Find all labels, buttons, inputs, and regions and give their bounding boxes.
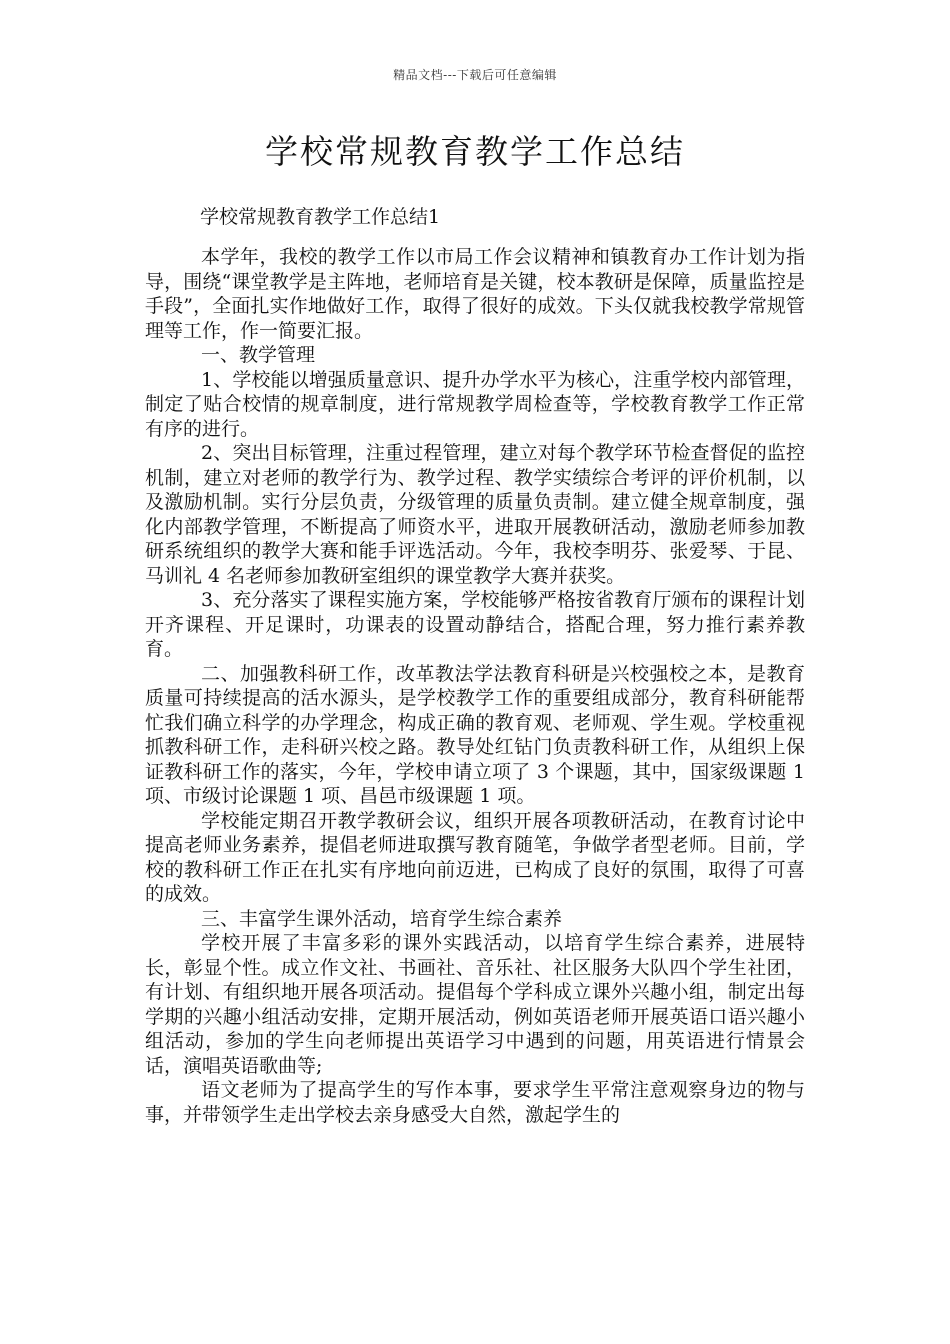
section-heading-teaching-management: 一、教学管理 [201,344,316,366]
document-subtitle: 学校常规教育教学工作总结1 [200,206,441,228]
paragraph-item-3: 3、充分落实了课程实施方案，学校能够严格按省教育厅颁布的课程计划开齐课程、开足课时，功课表的设置动静结合，搭配合理，努力推行素养教育。 [145,589,805,660]
paragraph-intro: 本学年，我校的教学工作以市局工作会议精神和镇教育办工作计划为指导，围绕“课堂教学是主阵地，老师培育是关键，校本教研是保障，质量监控是手段”，全面扎实作地做好工作，取得了很好的成效。下头仅就我校教学常规管理等工作，作一简要汇报。 [145,246,805,342]
paragraph-activities: 学校开展了丰富多彩的课外实践活动，以培育学生综合素养，进展特长，彰显个性。成立作文社、书画社、音乐社、社区服务大队四个学生社团，有计划、有组织地开展各项活动。提倡每个学科成立课外兴趣小组，制定出每学期的兴趣小组活动安排，定期开展活动，例如英语老师开展英语口语兴趣小组活动，参加的学生向老师提出英语学习中遇到的问题，用英语进行情景会话，演唱英语歌曲等; [145,932,805,1077]
paragraph-item-1: 1、学校能以增强质量意识、提升办学水平为核心，注重学校内部管理，制定了贴合校情的规章制度，进行常规教学周检查等，学校教育教学工作正常有序的进行。 [145,368,805,440]
paragraph-chinese-teachers: 语文老师为了提高学生的写作本事，要求学生平常注意观察身边的物与事，并带领学生走出学校去亲身感受大自然，激起学生的 [145,1079,805,1126]
paragraph-research: 二、加强教科研工作，改革教法学法教育科研是兴校强校之本，是教育质量可持续提高的活水源头，是学校教学工作的重要组成部分，教育科研能帮忙我们确立科学的办学理念，构成正确的教育观、老师观、学生观。学校重视抓教科研工作，走科研兴校之路。教导处红钻门负责教科研工作，从组织上保证教科研工作的落实，今年，学校申请立项了 3 个课题，其中，国家级课题 1 项、市级讨论课题 1 项、昌邑市级课题 1 项。 [145,662,805,807]
document-title: 学校常规教育教学工作总结 [265,132,685,171]
paragraph-item-2: 2、突出目标管理，注重过程管理，建立对每个教学环节检查督促的监控机制，建立对老师的教学行为、教学过程、教学实绩综合考评的评价机制，以及激励机制。实行分层负责，分级管理的质量负责制。建立健全规章制度，强化内部教学管理，不断提高了师资水平，进取开展教研活动，激励老师参加教研系统组织的教学大赛和能手评选活动。今年，我校李明芬、张爱琴、于昆、马训礼 4 名老师参加教研室组织的课堂教学大赛并获奖。 [145,442,805,587]
document-body [145,245,805,1127]
paragraph-research-meetings: 学校能定期召开教学教研会议，组织开展各项教研活动，在教育讨论中提高老师业务素养，提倡老师进取撰写教育随笔，争做学者型老师。目前，学校的教科研工作正在扎实有序地向前迈进，已构成了良好的氛围，取得了可喜的成效。 [145,809,805,905]
section-heading-activities: 三、丰富学生课外活动，培育学生综合素养 [201,907,563,930]
header-note: 精品文档---下载后可任意编辑 [393,68,557,82]
